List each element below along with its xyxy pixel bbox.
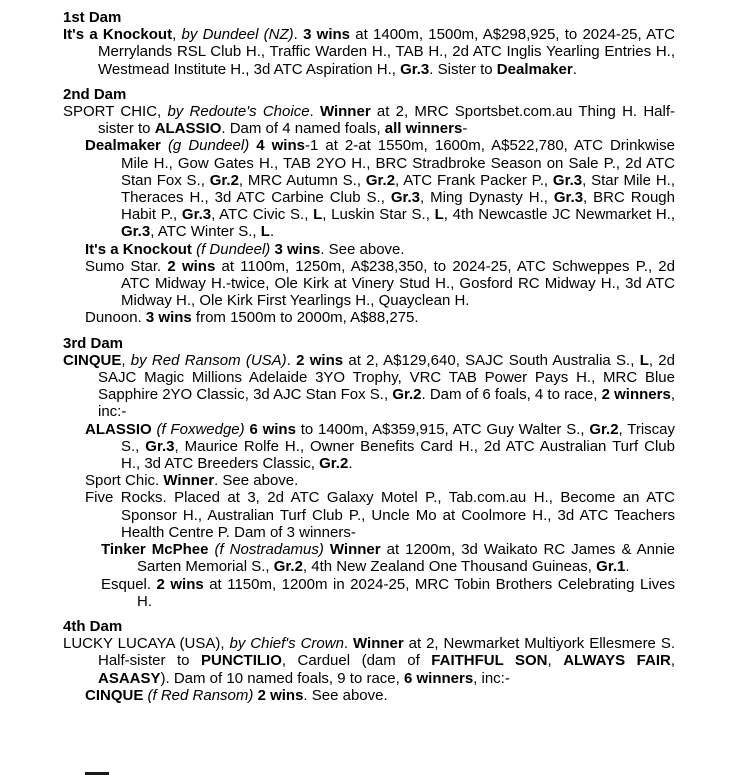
- horse-entry-it-s-a-knockout: [63, 241, 675, 258]
- bold-text: Dealmaker: [85, 137, 161, 155]
- bold-text: L: [313, 206, 323, 224]
- dam-heading: 4th Dam: [63, 617, 123, 635]
- plain-text: . Sister to: [429, 60, 497, 78]
- plain-text: at 1200m, 3d Waikato RC James & Annie Sarten Memorial S.,: [137, 541, 676, 576]
- plain-text: , Triscay S.,: [121, 420, 675, 455]
- bold-text: Gr.2: [589, 420, 619, 438]
- plain-text: , Ming Dynasty H.,: [420, 189, 554, 207]
- bold-text: PUNCTILIO: [201, 652, 282, 670]
- plain-text: .: [269, 223, 275, 241]
- plain-text: , inc:-: [473, 669, 510, 687]
- plain-text: LUCKY LUCAYA (USA),: [63, 635, 230, 653]
- horse-entry-five-rocks-placed-at-3-2d-atc-: [63, 489, 675, 541]
- horse-entry-lucky-lucaya-usa: [63, 635, 675, 687]
- dam-section-4th-dam: [63, 618, 675, 704]
- bold-text: 3 wins: [274, 240, 321, 258]
- plain-text: Dunoon.: [85, 309, 146, 327]
- plain-text: , ATC Winter S.,: [150, 223, 261, 241]
- bold-text: Gr.3: [390, 189, 421, 207]
- plain-text: Five Rocks. Placed at 3, 2d ATC Galaxy Motel P., Tab.com.au H., Become an ATC Sponsor H., Australian Turf Club P., Uncle Mo at Coolmore H., 3d ATC Teachers Health Centre P. Dam of 3 winners-: [85, 489, 675, 541]
- bold-text: 6 winners: [403, 669, 474, 687]
- plain-text: . Dam of 4 named foals,: [221, 120, 385, 138]
- horse-entry-cinque: [63, 687, 675, 704]
- plain-text: at 2, Newmarket Multiyork Ellesmere S. Half-sister to: [98, 635, 675, 670]
- bold-text: L: [434, 206, 444, 224]
- dam-section-3rd-dam: [63, 335, 675, 610]
- horse-entry-esquel: [63, 576, 675, 610]
- dam-heading: 1st Dam: [63, 9, 122, 26]
- bold-text: ASAASY: [98, 669, 161, 687]
- bold-text: Gr.3: [553, 189, 584, 207]
- horse-entry-sport-chic: [63, 103, 675, 137]
- italic-text: (g Dundeel): [167, 137, 250, 155]
- italic-text: (f Dundeel): [196, 240, 271, 258]
- plain-text: , BRC Rough Habit P.,: [121, 189, 675, 224]
- bold-text: 3 wins: [303, 26, 351, 44]
- horse-entry-tinker-mcphee: [63, 541, 675, 575]
- dam-section-2nd-dam: [63, 86, 675, 327]
- plain-text: ,: [172, 26, 182, 44]
- bold-text: Gr.3: [145, 437, 175, 455]
- plain-text: ,: [547, 652, 564, 670]
- bold-text: L: [260, 223, 270, 241]
- plain-text: to 1400m, A$359,915, ATC Guy Walter S.,: [295, 420, 590, 438]
- plain-text: -: [462, 120, 468, 138]
- bold-text: all winners: [384, 120, 463, 138]
- plain-text: , Carduel (dam of: [281, 652, 432, 670]
- italic-text: by Red Ransom (USA): [130, 351, 287, 369]
- bold-text: 2 wins: [156, 575, 204, 593]
- plain-text: at 1150m, 1200m in 2024-25, MRC Tobin Brothers Celebrating Lives H.: [137, 575, 676, 610]
- plain-text: , Star Mile H., Theraces H., 3d ATC Carbine Club S.,: [121, 171, 675, 207]
- horse-entry-sport-chic: [63, 472, 675, 489]
- plain-text: [161, 137, 168, 154]
- horse-entry-sumo-star: [63, 258, 675, 310]
- plain-text: from 1500m to 2000m, A$88,275.: [191, 309, 419, 327]
- plain-text: , Maurice Rolfe H., Owner Benefits Card H., 2d ATC Australian Turf Club H., 3d ATC Breeders Classic,: [121, 437, 675, 473]
- plain-text: Sumo Star.: [85, 257, 168, 275]
- italic-text: (f Nostradamus): [214, 541, 324, 559]
- bold-text: Winner: [329, 541, 381, 559]
- plain-text: , ATC Civic S.,: [211, 206, 314, 224]
- italic-text: by Chief's Crown: [229, 635, 344, 653]
- bold-text: 2 winners: [601, 386, 671, 404]
- bold-text: Gr.3: [181, 206, 212, 224]
- plain-text: at 1400m, 1500m, A$298,925, to 2024-25, ATC Merrylands RSL Club H., Traffic Warden H., TAB H., 2d ATC Inglis Yearling Entries H., Westmead Institute H., 3d ATC Aspiration H.,: [98, 26, 675, 78]
- bold-text: 6 wins: [249, 420, 296, 438]
- bold-text: It's a Knockout: [63, 26, 173, 44]
- bold-text: Gr.2: [365, 171, 396, 189]
- bold-text: Gr.3: [121, 223, 151, 241]
- italic-text: by Redoute's Choice: [167, 103, 310, 121]
- bold-text: Gr.1: [596, 558, 626, 576]
- bold-text: Gr.2: [209, 171, 239, 189]
- bold-text: 4 wins: [256, 137, 305, 155]
- bold-text: Gr.2: [392, 386, 422, 404]
- bold-text: Gr.3: [400, 60, 430, 78]
- plain-text: at 2, A$129,640, SAJC South Australia S.,: [343, 351, 640, 369]
- horse-entry-cinque: [63, 352, 675, 421]
- italic-text: (f Foxwedge): [156, 420, 245, 438]
- plain-text: . Dam of 6 foals, 4 to race,: [421, 386, 602, 404]
- plain-text: .: [293, 26, 304, 44]
- bold-text: Gr.2: [273, 558, 303, 576]
- bold-text: Gr.2: [319, 455, 349, 473]
- plain-text: .: [348, 455, 353, 473]
- italic-text: (f Red Ransom): [147, 686, 254, 704]
- dam-heading: 2nd Dam: [63, 85, 127, 103]
- plain-text: ,: [121, 351, 131, 369]
- plain-text: , ATC Frank Packer P.,: [395, 171, 553, 189]
- plain-text: , 2d SAJC Magic Millions Adelaide 3YO Trophy, VRC TAB Power Pays H., MRC Blue Sapphire 2YO Classic, 3d AJC Stan Fox S.,: [98, 351, 675, 404]
- plain-text: . See above.: [320, 240, 405, 258]
- bold-text: 2 wins: [296, 351, 344, 369]
- italic-text: by Dundeel (NZ): [181, 26, 294, 44]
- bold-text: 2 wins: [257, 686, 304, 704]
- bold-text: CINQUE: [63, 351, 122, 369]
- bold-text: L: [639, 351, 649, 369]
- plain-text: , 4th New Zealand One Thousand Guineas,: [302, 558, 597, 576]
- plain-text: Sport Chic.: [85, 472, 164, 490]
- bold-text: 3 wins: [145, 309, 192, 327]
- dam-section-1st-dam: [63, 9, 675, 78]
- horse-entry-it-s-a-knockout: [63, 26, 675, 78]
- plain-text: at 2, MRC Sportsbet.com.au Thing H. Half-sister to: [98, 103, 675, 138]
- bold-text: Tinker McPhee: [101, 541, 209, 559]
- bold-text: It's a Knockout: [85, 240, 192, 258]
- bold-text: ALWAYS FAIR: [563, 652, 671, 670]
- plain-text: ,: [670, 652, 675, 670]
- plain-text: , MRC Autumn S.,: [238, 171, 366, 189]
- bold-text: ALASSIO: [154, 120, 222, 138]
- plain-text: SPORT CHIC,: [63, 103, 168, 121]
- bold-text: Dealmaker: [496, 60, 573, 78]
- bold-text: Gr.3: [552, 171, 583, 189]
- plain-text: at 1100m, 1250m, A$238,350, to 2024-25, ATC Schweppes P., 2d ATC Midway H.-twice, Ole Kirk at Vinery Stud H., Gosford RC Midway H., 3d ATC Midway H., Ole Kirk First Yearlings H., Quayclean H.: [121, 257, 675, 310]
- horse-entry-dunoon: [63, 309, 675, 326]
- plain-text: . See above.: [214, 472, 299, 490]
- plain-text: .: [572, 60, 577, 78]
- plain-text: ). Dam of 10 named foals, 9 to race,: [160, 669, 404, 687]
- plain-text: . See above.: [303, 686, 388, 704]
- bold-text: ALASSIO: [85, 420, 152, 438]
- bold-text: Winner: [163, 472, 215, 490]
- plain-text: Esquel.: [101, 575, 157, 593]
- plain-text: , inc:-: [98, 386, 675, 421]
- horse-entry-alassio: [63, 421, 675, 473]
- bold-text: Winner: [319, 103, 371, 121]
- plain-text: .: [309, 103, 320, 121]
- plain-text: -1 at 2-at 1550m, 1600m, A$522,780, ATC Drinkwise Mile H., Gow Gates H., TAB 2YO H., BRC Stradbroke Season on Sale P., 2d ATC Stan Fox S.,: [121, 137, 675, 189]
- bold-text: CINQUE: [85, 686, 144, 704]
- horse-entry-dealmaker: [63, 137, 675, 240]
- plain-text: .: [286, 351, 297, 369]
- bold-text: FAITHFUL SON: [431, 652, 548, 670]
- plain-text: , Luskin Star S.,: [322, 206, 435, 224]
- dam-heading: 3rd Dam: [63, 334, 124, 352]
- plain-text: .: [343, 635, 354, 653]
- plain-text: , 4th Newcastle JC Newmarket H.,: [443, 206, 676, 224]
- plain-text: .: [625, 558, 630, 576]
- bold-text: 2 wins: [167, 257, 216, 275]
- bold-text: Winner: [353, 635, 404, 653]
